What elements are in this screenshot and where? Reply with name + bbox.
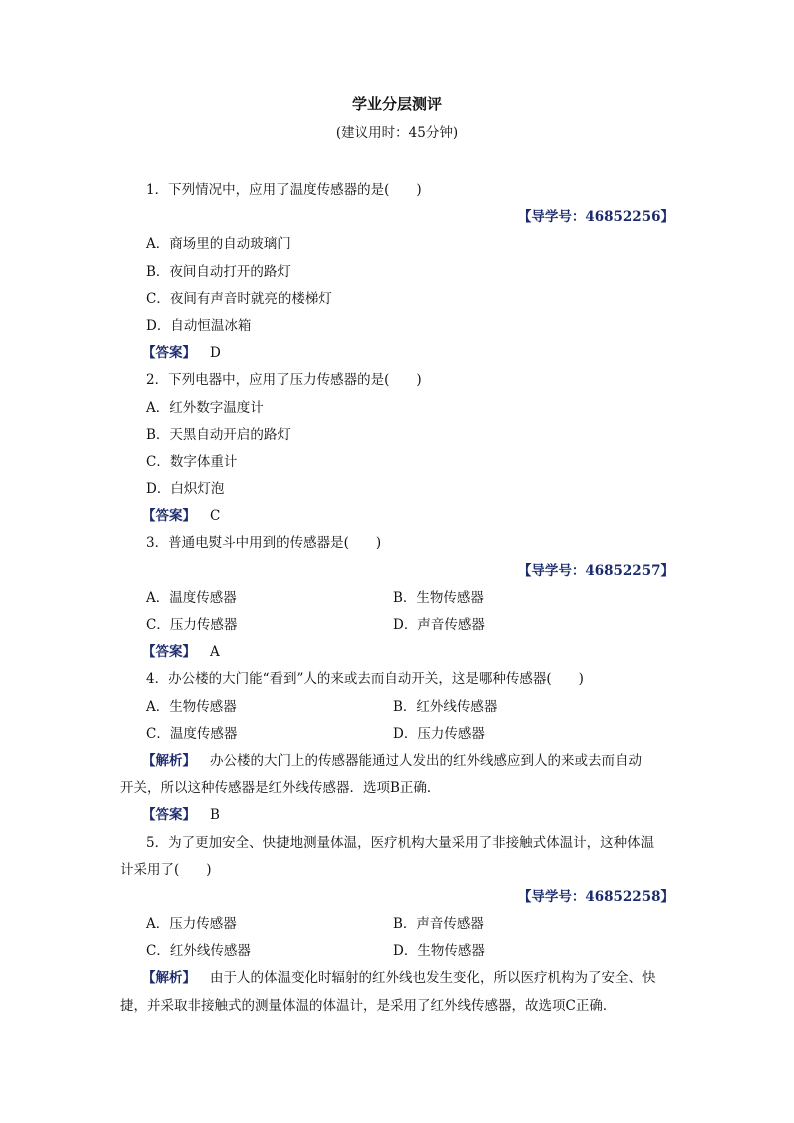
question-5-stem-line-2: 计采用了( ) — [120, 861, 212, 878]
page-subtitle: (建议用时：45分钟) — [335, 125, 459, 141]
question-4-analysis-line-1 — [142, 748, 674, 775]
question-3-option-c: C．压力传感器 — [146, 617, 238, 633]
question-5-option-a: A．压力传感器 — [146, 916, 237, 933]
question-3-option-a: A．温度传感器 — [146, 589, 237, 606]
question-2-option-a: A．红外数字温度计 — [146, 399, 264, 416]
question-5-options-row-1 — [146, 911, 674, 938]
question-2-stem: 2．下列电器中，应用了压力传感器的是( ) — [146, 372, 422, 389]
question-5-analysis-line-1 — [142, 965, 674, 992]
analysis-text: 办公楼的大门上的传感器能通过人发出的红外线感应到人的来或去而自动 — [210, 752, 642, 769]
analysis-label: 【解析】 — [142, 970, 196, 987]
page-title: 学业分层测评 — [351, 95, 442, 113]
question-2-answer — [142, 503, 674, 530]
question-3-option-b: B．生物传感器 — [393, 589, 484, 606]
question-4-analysis-line-2: 开关，所以这种传感器是红外线传感器．选项B正确． — [120, 780, 441, 797]
answer-label: 【答案】 — [142, 644, 196, 661]
question-4-options-row-1 — [146, 694, 674, 721]
question-1-option-b: B．夜间自动打开的路灯 — [146, 263, 291, 280]
analysis-label: 【解析】 — [142, 752, 196, 769]
question-5-option-d: D．生物传感器 — [393, 943, 485, 960]
question-1-answer — [142, 340, 674, 367]
question-3-option-d: D．声音传感器 — [393, 617, 485, 633]
answer-label: 【答案】 — [142, 345, 196, 362]
answer-value: B — [210, 807, 220, 824]
answer-label: 【答案】 — [142, 508, 196, 525]
answer-label: 【答案】 — [142, 807, 196, 824]
question-1-stem: 1．下列情况中，应用了温度传感器的是( ) — [146, 182, 422, 198]
question-4-options-row-2 — [146, 721, 674, 748]
question-2-option-c: C．数字体重计 — [146, 453, 238, 470]
question-1-option-a: A．商场里的自动玻璃门 — [146, 236, 291, 253]
question-4-option-b: B．红外线传感器 — [393, 698, 498, 715]
question-1-option-c: C．夜间有声音时就亮的楼梯灯 — [146, 290, 332, 307]
answer-value: D — [210, 345, 221, 362]
question-3-stem: 3．普通电熨斗中用到的传感器是( ) — [146, 535, 382, 552]
question-2-option-b: B．天黑自动开启的路灯 — [146, 426, 291, 443]
question-3-options-row-1 — [146, 585, 674, 612]
question-5-stem-line-1: 5．为了更加安全、快捷地测量体温，医疗机构大量采用了非接触式体温计，这种体温 — [146, 834, 655, 851]
analysis-text: 由于人的体温变化时辐射的红外线也发生变化，所以医疗机构为了安全、快 — [210, 970, 656, 987]
question-3-options-row-2 — [146, 612, 674, 639]
question-5-option-b: B．声音传感器 — [393, 916, 484, 933]
question-1-option-d: D．自动恒温冰箱 — [146, 317, 252, 334]
question-4-answer — [142, 802, 674, 829]
question-4-option-a: A．生物传感器 — [146, 698, 237, 715]
question-5-ref: 【导学号：46852258】 — [517, 888, 674, 905]
question-4-stem: 4．办公楼的大门能“看到”人的来或去而自动开关，这是哪种传感器( ) — [146, 671, 584, 688]
question-2-option-d: D．白炽灯泡 — [146, 481, 225, 498]
question-5-analysis-line-2: 捷，并采取非接触式的测量体温的体温计，是采用了红外线传感器，故选项C正确． — [120, 997, 617, 1014]
answer-value: C — [210, 508, 221, 525]
question-5-options-row-2 — [146, 938, 674, 965]
question-5-option-c: C．红外线传感器 — [146, 943, 251, 960]
question-3-answer — [142, 639, 674, 666]
question-4-option-c: C．温度传感器 — [146, 725, 238, 742]
question-3-ref: 【导学号：46852257】 — [517, 562, 674, 579]
question-1-ref: 【导学号：46852256】 — [517, 209, 674, 226]
question-list — [120, 177, 674, 1020]
answer-value: A — [210, 644, 220, 661]
question-4-option-d: D．压力传感器 — [393, 725, 485, 742]
